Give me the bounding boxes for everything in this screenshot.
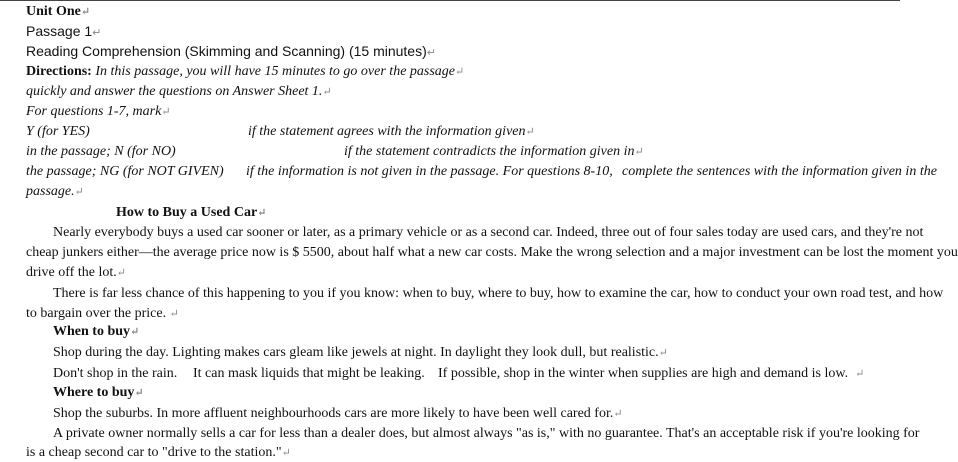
- return-mark-icon: ↵: [281, 447, 291, 459]
- return-mark-icon: ↵: [80, 6, 91, 18]
- no-code: in the passage; N (for NO): [26, 144, 176, 159]
- unit-heading: Unit One↵: [26, 4, 91, 19]
- yes-code: Y (for YES): [26, 124, 90, 139]
- section-title: Reading Comprehension (Skimming and Scanning) (15 minutes)↵: [26, 43, 436, 59]
- return-mark-icon: ↵: [169, 308, 179, 320]
- return-mark-icon: ↵: [455, 66, 465, 78]
- return-mark-icon: ↵: [426, 47, 436, 59]
- article-title: How to Buy a Used Car↵: [116, 205, 267, 220]
- directions-line-3: For questions 1-7, mark↵: [26, 104, 171, 119]
- yes-description: if the statement agrees with the information given↵: [248, 124, 535, 139]
- return-mark-icon: ↵: [116, 267, 126, 279]
- paragraph-1-line-2: cheap junkers either—the average price now is $ 5500, about half what a new car costs. Make the wrong selection and a major investment can be lost the moment you: [26, 245, 958, 260]
- paragraph-2-line-2: to bargain over the price. ↵: [26, 306, 179, 321]
- return-mark-icon: ↵: [74, 186, 84, 198]
- directions-line-7: passage.↵: [26, 184, 84, 199]
- directions-label: Directions:: [26, 64, 92, 79]
- directions-line-2: quickly and answer the questions on Answer Sheet 1.↵: [26, 84, 332, 99]
- not-given-code: the passage; NG (for NOT GIVEN): [26, 164, 224, 179]
- page-top-border: [0, 0, 900, 1]
- paragraph-1-line-1: Nearly everybody buys a used car sooner or later, as a primary vehicle or as a second car. Indeed, three out of four sales today are used cars, and they're not: [53, 225, 924, 240]
- where-to-buy-line-2: A private owner normally sells a car for less than a dealer does, but almost always "as is," with no guarantee. That's an acceptable risk if you're looking for: [53, 426, 920, 441]
- directions-line-1: Directions: In this passage, you will have 15 minutes to go over the passage↵: [26, 64, 465, 79]
- when-to-buy-rain: Don't shop in the rain.: [53, 366, 178, 381]
- return-mark-icon: ↵: [525, 126, 535, 138]
- paragraph-2-line-1: There is far less chance of this happening to you if you know: when to buy, where to buy, how to examine the car, how to conduct your own road test, and how: [53, 286, 944, 301]
- return-mark-icon: ↵: [134, 387, 144, 399]
- no-description: if the statement contradicts the information given in↵: [344, 144, 644, 159]
- not-given-description: if the information is not given in the passage. For questions 8-10,: [246, 164, 613, 179]
- when-to-buy-winter: If possible, shop in the winter when supplies are high and demand is low. ↵: [438, 366, 865, 381]
- return-mark-icon: ↵: [257, 207, 267, 219]
- return-mark-icon: ↵: [658, 347, 668, 359]
- return-mark-icon: ↵: [161, 106, 171, 118]
- return-mark-icon: ↵: [613, 408, 623, 420]
- return-mark-icon: ↵: [634, 146, 644, 158]
- return-mark-icon: ↵: [322, 86, 332, 98]
- complete-sentences-instruction: complete the sentences with the information given in the: [622, 164, 937, 179]
- where-to-buy-line-3: is a cheap second car to "drive to the station."↵: [26, 445, 291, 460]
- return-mark-icon: ↵: [130, 326, 140, 338]
- where-to-buy-heading: Where to buy↵: [53, 385, 144, 400]
- passage-label: Passage 1↵: [26, 23, 102, 39]
- when-to-buy-heading: When to buy↵: [53, 324, 140, 339]
- paragraph-1-line-3: drive off the lot.↵: [26, 265, 126, 280]
- return-mark-icon: ↵: [92, 27, 102, 39]
- when-to-buy-line-1: Shop during the day. Lighting makes cars gleam like jewels at night. In daylight they look dull, but realistic.↵: [53, 345, 668, 360]
- where-to-buy-line-1: Shop the suburbs. In more affluent neighbourhoods cars are more likely to have been well cared for.↵: [53, 406, 623, 421]
- when-to-buy-leaking: It can mask liquids that might be leaking.: [193, 366, 425, 381]
- return-mark-icon: ↵: [855, 368, 865, 380]
